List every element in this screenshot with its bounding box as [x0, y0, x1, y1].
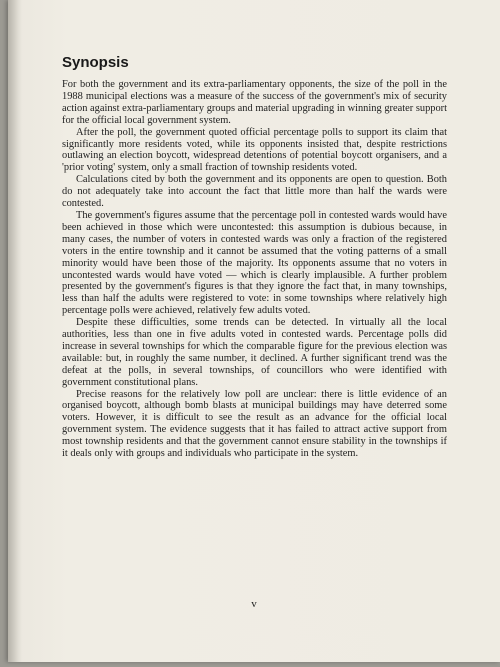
page-fold-shadow	[8, 0, 22, 662]
page-number: v	[251, 598, 257, 610]
paragraph-1: For both the government and its extra-parliamentary opponents, the size of the poll in the 1988 municipal elections was a measure of the success of the government's mix of security action against extra-parliamentary groups and material upgrading in winning greater support for the official local government system.	[62, 79, 447, 126]
page-content	[62, 54, 447, 460]
paragraph-4: The government's figures assume that the percentage poll in contested wards would have been achieved in those which were uncontested: this assumption is dubious because, in many cases, the number of voters in contested wards was only a fraction of the registered voters in the entire township and it cannot be assumed that the voting patterns of a small minority would have been those of the majority. Its opponents assume that no voters in uncontested wards would have voted — which is clearly implausible. A further problem presented by the government's figures is that they ignore the fact that, in many townships, less than half the adults were registered to vote: in some townships where relatively high percentage polls were achieved, relatively few adults voted.	[62, 209, 447, 317]
document-page	[8, 0, 500, 662]
paragraph-5: Despite these difficulties, some trends can be detected. In virtually all the local authorities, less than one in five adults voted in contested wards. Percentage polls did increase in several townships for which the comparable figure for the previous election was available: but, in roughly the same number, it declined. A further significant trend was the defeat at the polls, in several townships, of councillors who were identified with government constitutional plans.	[62, 317, 447, 388]
paragraph-2: After the poll, the government quoted official percentage polls to support its claim that significantly more residents voted, while its opponents insisted that, despite restrictions outlawing an election boycott, widespread detentions of potential boycott organisers, and a 'prior voting' system, only a small fraction of township residents voted.	[62, 126, 447, 174]
section-title: Synopsis	[62, 54, 129, 71]
paragraph-3: Calculations cited by both the government and its opponents are open to question. Both do not adequately take into account the fact that little more than half the wards were contested.	[62, 174, 447, 210]
paragraph-6: Precise reasons for the relatively low poll are unclear: there is little evidence of an organised boycott, although bomb blasts at municipal buildings may have deterred some voters. However, it is difficult to see the result as an advance for the official local government system. The evidence suggests that it has failed to attract active support from most township residents and that the government cannot ensure stability in the townships if it deals only with groups and individuals who participate in the system.	[62, 388, 447, 460]
